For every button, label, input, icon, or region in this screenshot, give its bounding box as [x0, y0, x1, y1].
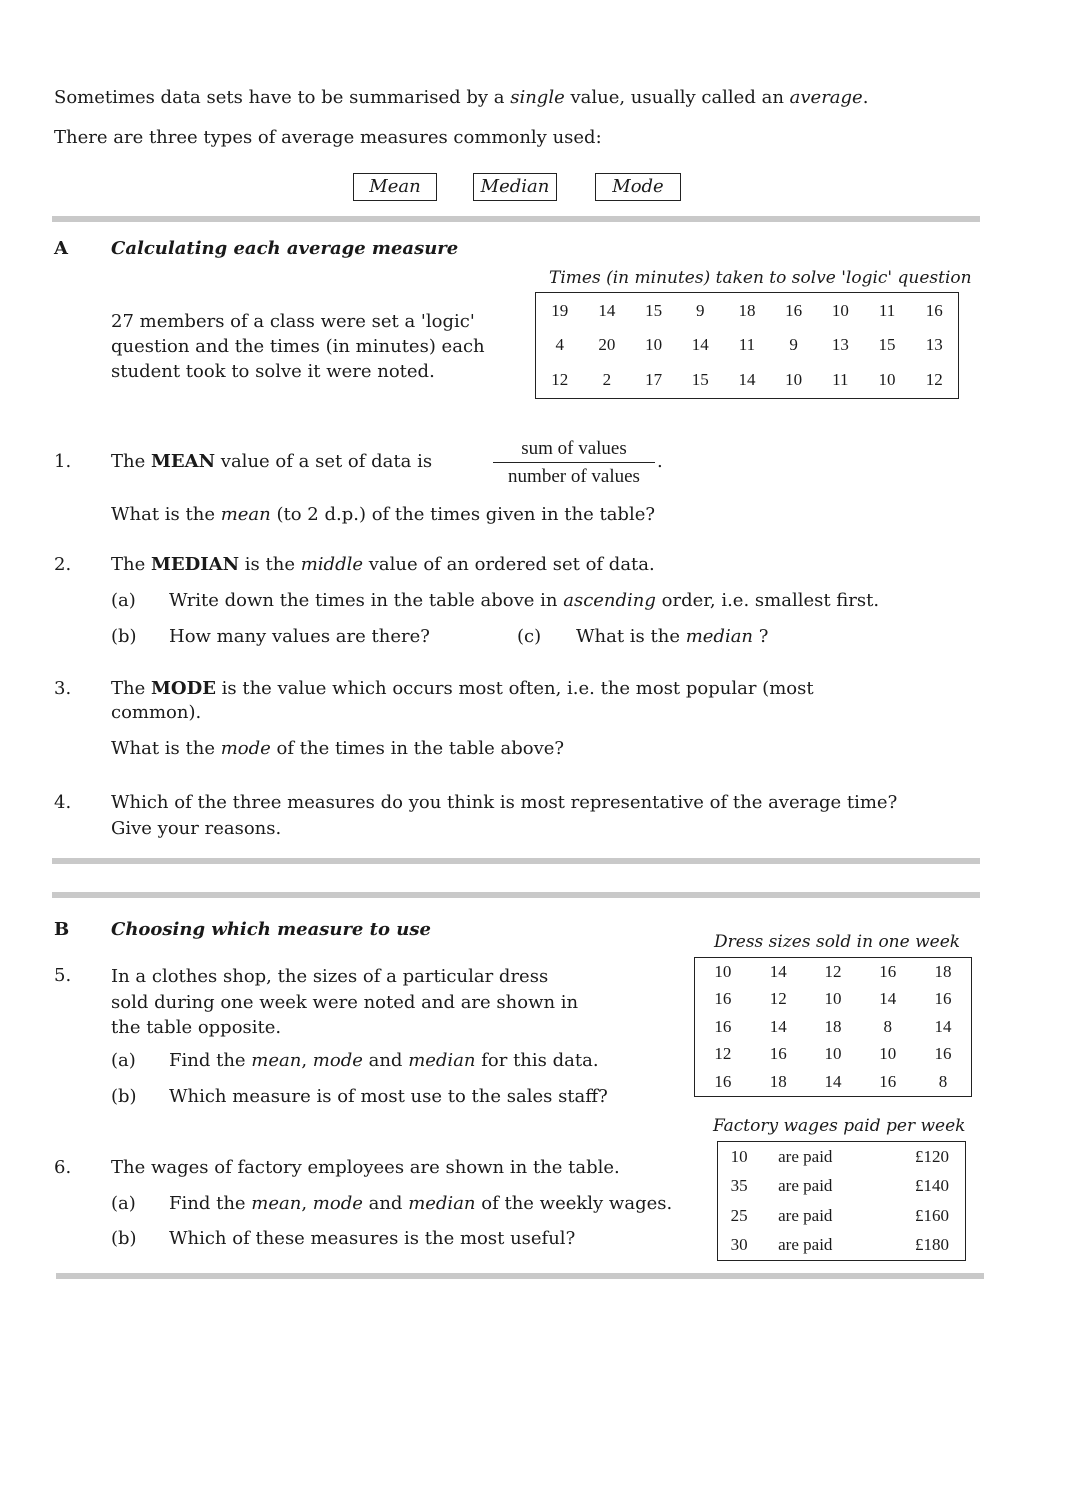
table-cell: 16: [934, 1044, 952, 1064]
q6b-label: (b): [111, 1228, 137, 1249]
mean-box: Mean: [353, 173, 437, 201]
table-cell: 19: [551, 300, 569, 320]
table-cell: £120: [915, 1146, 949, 1166]
q6-statement: The wages of factory employees are shown in the table.: [111, 1157, 620, 1178]
median-box: Median: [473, 173, 557, 201]
table-row: [695, 1013, 972, 1041]
fraction-numerator: sum of values: [493, 436, 655, 463]
table-cell: £180: [915, 1235, 949, 1255]
q2b-text: How many values are there?: [169, 626, 430, 647]
table-cell: 12: [551, 370, 569, 390]
table-cell: 10: [824, 989, 842, 1009]
table-cell: are paid: [778, 1235, 833, 1255]
table-cell: 12: [824, 961, 842, 981]
table-row: [536, 293, 959, 329]
q5-statement: In a clothes shop, the sizes of a particular dress sold during one week were noted and are shown in the table opposite.: [111, 966, 579, 1038]
section-a-heading: Calculating each average measure: [111, 238, 459, 259]
table-cell: 15: [645, 300, 663, 320]
q5a-label: (a): [111, 1050, 136, 1071]
table-cell: 14: [769, 1016, 787, 1036]
dress-sizes-table: [694, 957, 972, 1097]
table-cell: 12: [769, 989, 787, 1009]
q5b-text: Which measure is of most use to the sales staff?: [169, 1086, 608, 1107]
table-cell: 14: [738, 370, 756, 390]
mean-fraction: [493, 436, 655, 491]
table-cell: 18: [769, 1072, 787, 1092]
fraction-denominator: number of values: [508, 466, 640, 487]
table-cell: 10: [831, 300, 849, 320]
q1-statement: The MEAN value of a set of data is: [111, 451, 433, 472]
q3-number: 3.: [54, 678, 72, 699]
q3-question: What is the mode of the times in the table above?: [111, 738, 565, 759]
q2c-label: (c): [517, 626, 542, 647]
table-row: [536, 363, 959, 399]
mode-box: Mode: [595, 173, 681, 201]
q2-number: 2.: [54, 554, 72, 575]
table-row: [695, 986, 972, 1014]
wages-table-caption: Factory wages paid per week: [713, 1116, 966, 1136]
table-cell: 12: [714, 1044, 732, 1064]
q3-statement-line-2: common).: [111, 702, 202, 723]
section-b-heading: Choosing which measure to use: [111, 919, 431, 940]
table-cell: £160: [915, 1205, 949, 1225]
table-cell: 18: [824, 1016, 842, 1036]
table-row: [718, 1201, 966, 1230]
table-cell: 18: [738, 300, 756, 320]
table-cell: 2: [602, 370, 612, 390]
q5a-text: Find the mean, mode and median for this data.: [169, 1050, 599, 1071]
table-cell: 14: [879, 989, 897, 1009]
section-a-description: 27 members of a class were set a 'logic' question and the times (in minutes) each student took to solve it were noted.: [111, 311, 485, 382]
table-row: [718, 1230, 966, 1260]
divider: [56, 1273, 984, 1279]
table-row: [695, 958, 972, 986]
q6-number: 6.: [54, 1157, 72, 1178]
table-cell: 18: [934, 961, 952, 981]
intro-line-2: There are three types of average measures commonly used:: [54, 127, 602, 148]
table-cell: are paid: [778, 1176, 833, 1196]
table-cell: 10: [714, 961, 732, 981]
q2-statement: The MEDIAN is the middle value of an ordered set of data.: [111, 554, 655, 575]
table-cell: 30: [730, 1235, 748, 1255]
q5-number: 5.: [54, 965, 72, 986]
table-cell: 10: [785, 370, 803, 390]
table-row: [695, 1068, 972, 1096]
table-cell: 4: [555, 335, 565, 355]
table-cell: 13: [925, 335, 943, 355]
table-cell: 9: [789, 335, 798, 355]
table-row: [718, 1142, 966, 1172]
q1-question: What is the mean (to 2 d.p.) of the times given in the table?: [111, 504, 656, 525]
dress-table-caption: Dress sizes sold in one week: [714, 932, 961, 952]
times-table: [535, 292, 959, 399]
section-b-letter: B: [54, 919, 70, 940]
table-cell: 8: [938, 1072, 948, 1092]
q4-number: 4.: [54, 792, 72, 813]
table-cell: 14: [824, 1072, 842, 1092]
divider: [52, 858, 980, 864]
q6b-text: Which of these measures is the most useful?: [169, 1228, 576, 1249]
table-cell: 15: [691, 370, 709, 390]
table-row: [536, 328, 959, 363]
q2c-text: What is the median ?: [576, 626, 769, 647]
table-cell: 16: [879, 1072, 897, 1092]
table-cell: 13: [831, 335, 849, 355]
table-cell: 10: [879, 1044, 897, 1064]
table-cell: 11: [738, 335, 756, 355]
q4-line-1: Which of the three measures do you think is most representative of the average time?: [111, 792, 898, 813]
q4-line-2: Give your reasons.: [111, 818, 282, 839]
table-cell: 10: [878, 370, 896, 390]
q6a-label: (a): [111, 1193, 136, 1214]
table-row: [695, 1041, 972, 1069]
q5b-label: (b): [111, 1086, 137, 1107]
times-table-caption: Times (in minutes) taken to solve 'logic' question: [549, 268, 972, 288]
table-cell: 17: [645, 370, 663, 390]
fraction-full-stop: .: [657, 451, 663, 472]
q2a-label: (a): [111, 590, 136, 611]
table-cell: 9: [696, 300, 705, 320]
table-cell: 16: [934, 989, 952, 1009]
table-cell: 11: [878, 300, 896, 320]
table-cell: 15: [878, 335, 896, 355]
factory-wages-table: [717, 1141, 966, 1261]
q2b-label: (b): [111, 626, 137, 647]
divider: [52, 216, 980, 222]
table-cell: 16: [714, 1072, 732, 1092]
table-cell: 14: [934, 1016, 952, 1036]
table-cell: 16: [714, 989, 732, 1009]
table-cell: 16: [925, 300, 943, 320]
table-cell: 20: [598, 335, 616, 355]
table-cell: 16: [769, 1044, 787, 1064]
q1-number: 1.: [54, 451, 72, 472]
table-cell: £140: [915, 1176, 949, 1196]
divider: [52, 892, 980, 898]
table-cell: 25: [730, 1205, 748, 1225]
q2a-text: Write down the times in the table above in ascending order, i.e. smallest first.: [169, 590, 880, 611]
table-cell: 10: [730, 1146, 748, 1166]
table-cell: 16: [785, 300, 803, 320]
table-cell: 12: [925, 370, 943, 390]
table-cell: 11: [832, 370, 849, 390]
intro-line-1: Sometimes data sets have to be summarised by a single value, usually called an average.: [54, 87, 869, 108]
table-cell: 16: [714, 1016, 732, 1036]
table-cell: 14: [769, 961, 787, 981]
table-cell: 35: [730, 1176, 748, 1196]
section-a-letter: A: [54, 238, 68, 259]
table-cell: 14: [691, 335, 709, 355]
table-cell: 14: [598, 300, 616, 320]
q3-statement-line-1: The MODE is the value which occurs most often, i.e. the most popular (most: [111, 678, 814, 699]
table-cell: are paid: [778, 1146, 833, 1166]
table-cell: 10: [645, 335, 663, 355]
table-cell: 10: [824, 1044, 842, 1064]
table-cell: 8: [883, 1016, 892, 1036]
table-cell: are paid: [778, 1205, 833, 1225]
table-cell: 16: [879, 961, 897, 981]
table-row: [718, 1172, 966, 1201]
q6a-text: Find the mean, mode and median of the weekly wages.: [169, 1193, 673, 1214]
